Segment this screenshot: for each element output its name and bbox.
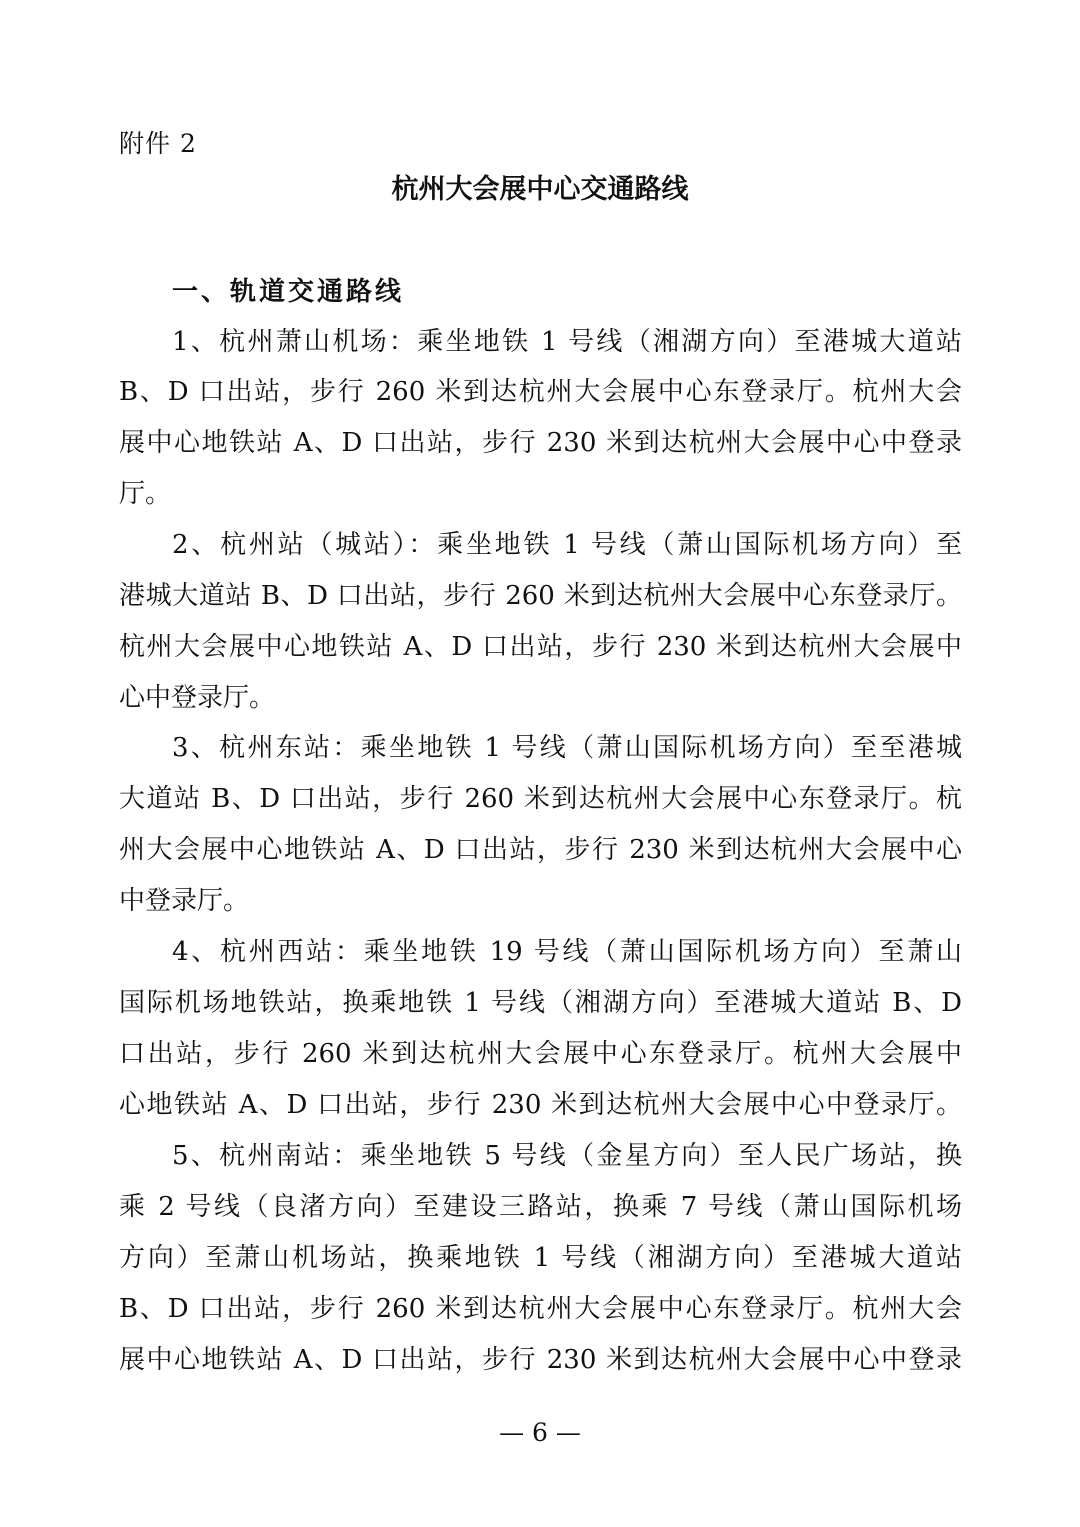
page-number: — 6 —	[499, 1418, 581, 1447]
paragraph-5-line-3: 方向）至萧山机场站，换乘地铁 1 号线（湘湖方向）至港城大道站	[119, 1243, 962, 1273]
paragraph-2-line-1: 2、杭州站（城站）：乘坐地铁 1 号线（萧山国际机场方向）至	[172, 530, 962, 560]
paragraph-3-line-1: 3、杭州东站：乘坐地铁 1 号线（萧山国际机场方向）至至港城	[172, 733, 962, 763]
paragraph-3-line-3: 州大会展中心地铁站 A、D 口出站，步行 230 米到达杭州大会展中心	[119, 835, 962, 865]
paragraph-2-line-2: 港城大道站 B、D 口出站，步行 260 米到达杭州大会展中心东登录厅。	[119, 581, 962, 611]
paragraph-1-line-2: B、D 口出站，步行 260 米到达杭州大会展中心东登录厅。杭州大会	[119, 377, 962, 407]
paragraph-1-line-4: 厅。	[119, 479, 172, 509]
document-title: 杭州大会展中心交通路线	[391, 174, 689, 205]
attachment-label: 附件 2	[119, 129, 197, 158]
paragraph-4-line-1: 4、杭州西站：乘坐地铁 19 号线（萧山国际机场方向）至萧山	[172, 937, 962, 967]
paragraph-4-line-3: 口出站，步行 260 米到达杭州大会展中心东登录厅。杭州大会展中	[119, 1039, 962, 1069]
section-heading: 一、轨道交通路线	[172, 277, 405, 307]
paragraph-5-line-4: B、D 口出站，步行 260 米到达杭州大会展中心东登录厅。杭州大会	[119, 1294, 962, 1324]
paragraph-2-line-4: 心中登录厅。	[119, 683, 276, 713]
paragraph-5-line-1: 5、杭州南站：乘坐地铁 5 号线（金星方向）至人民广场站，换	[172, 1141, 962, 1171]
paragraph-5-line-5: 展中心地铁站 A、D 口出站，步行 230 米到达杭州大会展中心中登录	[119, 1345, 962, 1375]
paragraph-5-line-2: 乘 2 号线（良渚方向）至建设三路站，换乘 7 号线（萧山国际机场	[119, 1192, 962, 1222]
paragraph-3-line-4: 中登录厅。	[119, 886, 250, 916]
paragraph-2-line-3: 杭州大会展中心地铁站 A、D 口出站，步行 230 米到达杭州大会展中	[119, 632, 962, 662]
paragraph-4-line-4: 心地铁站 A、D 口出站，步行 230 米到达杭州大会展中心中登录厅。	[119, 1090, 962, 1120]
paragraph-1-line-3: 展中心地铁站 A、D 口出站，步行 230 米到达杭州大会展中心中登录	[119, 428, 962, 458]
paragraph-4-line-2: 国际机场地铁站，换乘地铁 1 号线（湘湖方向）至港城大道站 B、D	[119, 988, 962, 1018]
paragraph-3-line-2: 大道站 B、D 口出站，步行 260 米到达杭州大会展中心东登录厅。杭	[119, 784, 962, 814]
paragraph-1-line-1: 1、杭州萧山机场：乘坐地铁 1 号线（湘湖方向）至港城大道站	[172, 327, 962, 357]
